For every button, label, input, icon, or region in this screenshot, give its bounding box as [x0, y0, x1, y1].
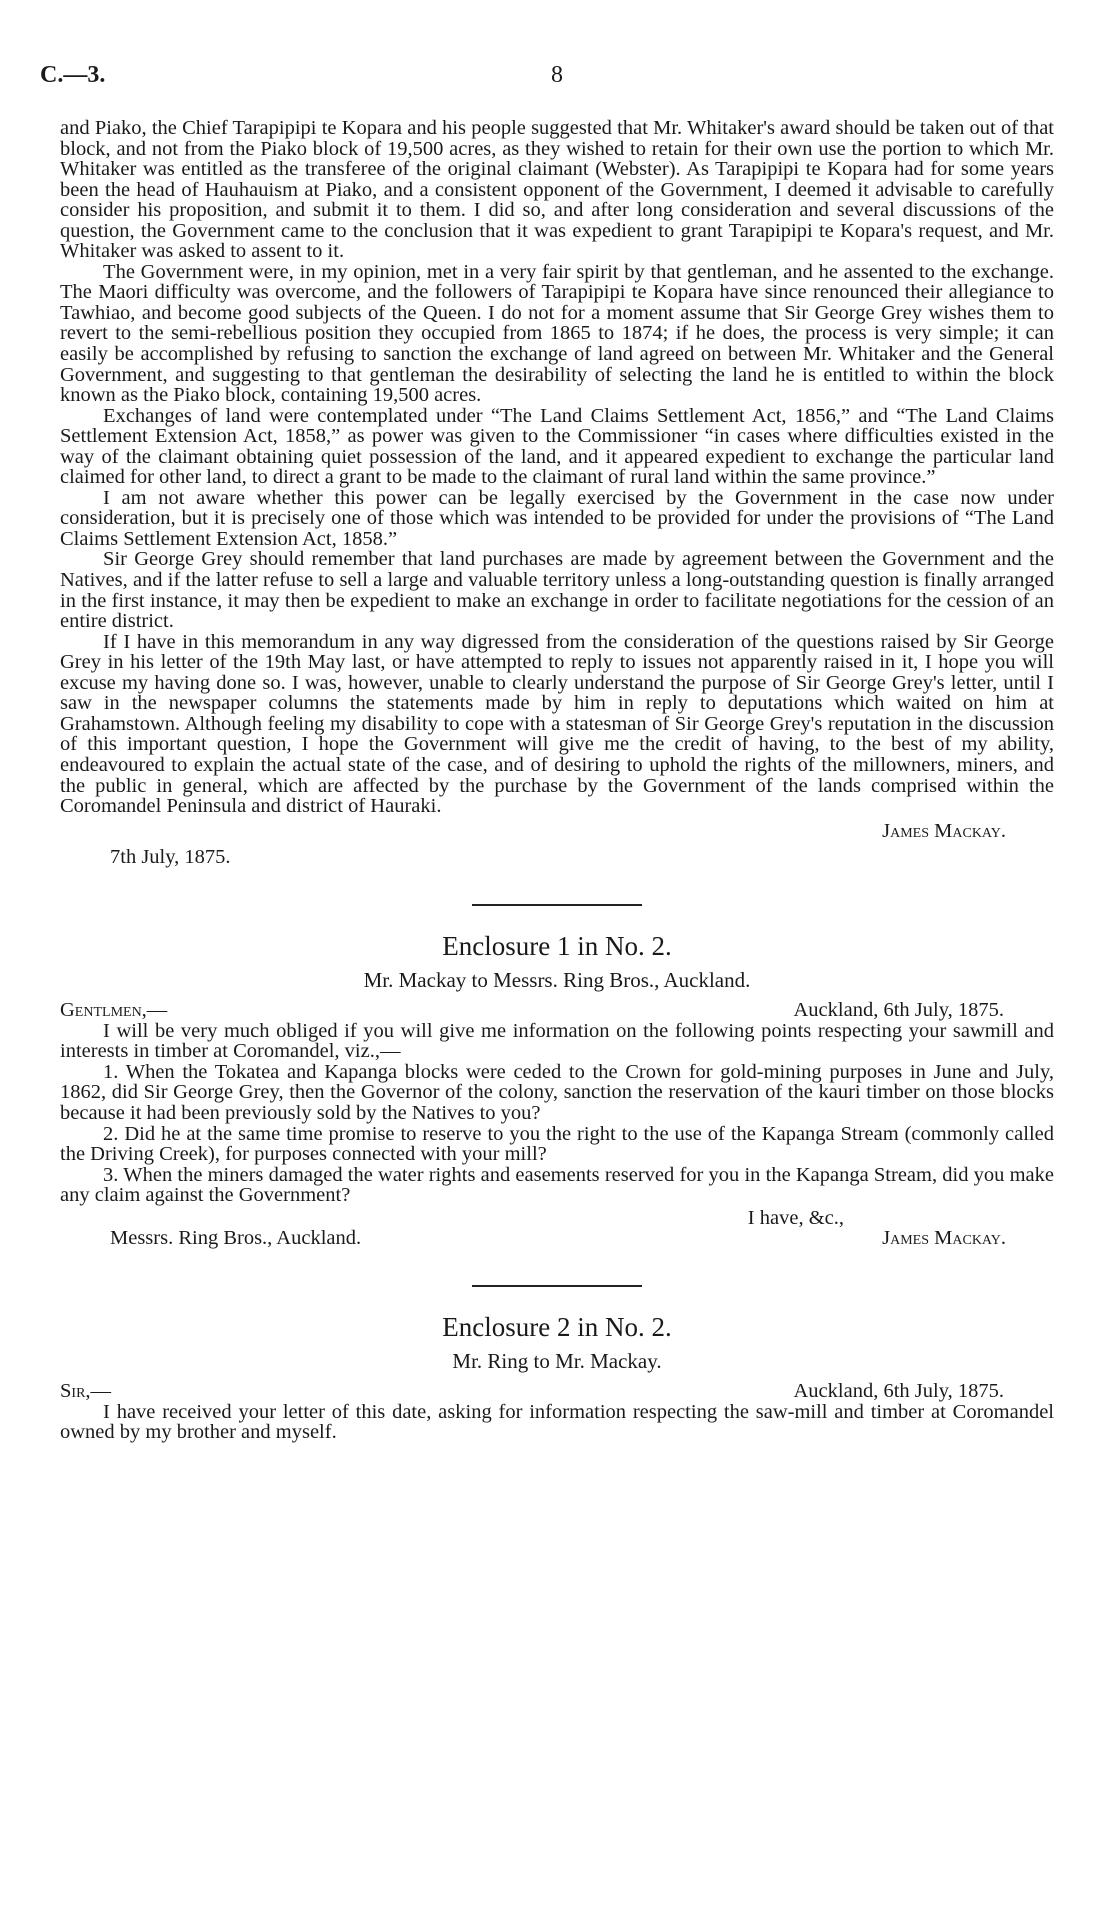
enclosure-1-footer-row	[60, 1228, 1054, 1249]
paragraph: I will be very much obliged if you will give me information on the following points respecting your sawmill and interests in timber at Coromandel, viz.,—	[60, 1019, 1054, 1063]
memo-signature: James Mackay.	[882, 819, 1006, 842]
enclosure-1-subtitle: Mr. Mackay to Messrs. Ring Bros., Auckland.	[363, 967, 751, 992]
enclosure-2-salutation: Sir,—	[60, 1380, 112, 1403]
section-divider	[472, 1285, 642, 1287]
enclosure-1-heading-row	[60, 1000, 1054, 1021]
memo-date: 7th July, 1875.	[110, 846, 231, 869]
enclosure-1-closing: I have, &c.,	[747, 1206, 844, 1229]
paragraph: 3. When the miners damaged the water rights and easements reserved for you in the Kapanga Stream, did you make any claim against the Government?	[60, 1163, 1054, 1207]
paragraph: Sir George Grey should remember that land purchases are made by agreement between the Government and the Natives, and if the latter refuse to sell a large and valuable territory unless a long-outstanding question is finally arranged in the first instance, it may then be expedient to make an exchange in order to facilitate negotiations for the cession of an entire district.	[60, 548, 1054, 633]
enclosure-1-title: Enclosure 1 in No. 2.	[442, 930, 672, 961]
document-reference: C.—3.	[40, 62, 106, 88]
paragraph: and Piako, the Chief Tarapipipi te Kopara and his people suggested that Mr. Whitaker's award should be taken out of that block, and not from the Piako block of 19,500 acres, as they wished to retain for their own use the portion to which Mr. Whitaker was entitled as the transferee of the original claimant (Webster). As Tarapipipi te Kopara had for some years been the head of Hauhauism at Piako, and a consistent opponent of the Government, I deemed it advisable to carefully consider his proposition, and submit it to them. I did so, and after long consideration and several discussions of the question, the Government came to the conclusion that it was expedient to grant Tarapipipi te Kopara's request, and Mr. Whitaker was asked to assent to it.	[60, 117, 1054, 263]
section-divider	[472, 904, 642, 906]
paragraph: I am not aware whether this power can be legally exercised by the Government in the case now under consideration, but it is precisely one of those which was intended to be provided for under the provisions of “The Land Claims Settlement Extension Act, 1858.”	[60, 486, 1054, 550]
enclosure-1-place-date: Auckland, 6th July, 1875.	[793, 999, 1004, 1022]
enclosure-2-subtitle: Mr. Ring to Mr. Mackay.	[452, 1348, 662, 1373]
page-header	[40, 62, 1074, 102]
main-text	[60, 118, 1054, 1443]
paragraph: If I have in this memorandum in any way digressed from the consideration of the questions raised by Sir George Grey in his letter of the 19th May last, or have attempted to reply to issues not apparently raised in it, I hope you will excuse my having done so. I was, however, unable to clearly understand the purpose of Sir George Grey's letter, until I saw in the newspaper columns the statements made by him in reply to deputations which waited on him at Grahamstown. Although feeling my disability to cope with a statesman of Sir George Grey's reputation in the discussion of this important question, I hope the Government will give me the credit of having, to the best of my ability, endeavoured to explain the actual state of the case, and of desiring to uphold the rights of the millowners, miners, and the public in general, which are affected by the purchase by the Government of the lands comprised within the Coromandel Peninsula and district of Hauraki.	[60, 630, 1054, 818]
page-number: 8	[551, 62, 563, 88]
enclosure-1-salutation: Gentlmen,—	[60, 999, 168, 1022]
paragraph: I have received your letter of this date, asking for information respecting the saw-mill and timber at Coromandel owned by my brother and myself.	[60, 1400, 1054, 1444]
enclosure-1-addressee: Messrs. Ring Bros., Auckland.	[110, 1227, 362, 1250]
enclosure-2-heading-row	[60, 1381, 1054, 1402]
paragraph: 2. Did he at the same time promise to reserve to you the right to the use of the Kapanga Stream (commonly called the Driving Creek), for purposes connected with your mill?	[60, 1122, 1054, 1166]
enclosure-1-signature: James Mackay.	[882, 1227, 1006, 1250]
enclosure-2-place-date: Auckland, 6th July, 1875.	[793, 1380, 1004, 1403]
enclosure-2-title: Enclosure 2 in No. 2.	[442, 1311, 672, 1342]
paragraph: Exchanges of land were contemplated under “The Land Claims Settlement Act, 1856,” and “The Land Claims Settlement Extension Act, 1858,” as power was given to the Commissioner “in cases where difficulties existed in the way of the claimant obtaining quiet possession of the land, and it appeared expedient to exchange the particular land claimed for other land, to direct a grant to be made to the claimant of rural land within the same province.”	[60, 404, 1054, 489]
paragraph: The Government were, in my opinion, met in a very fair spirit by that gentleman, and he assented to the exchange. The Maori difficulty was overcome, and the followers of Tarapipipi te Kopara have since renounced their allegiance to Tawhiao, and become good subjects of the Queen. I do not for a moment assume that Sir George Grey wishes them to revert to the semi-rebellious position they occupied from 1865 to 1874; if he does, the process is very simple; it can easily be accomplished by refusing to sanction the exchange of land agreed on between Mr. Whitaker and the General Government, and suggesting to that gentleman the desirability of selecting the land he is entitled to within the block known as the Piako block, containing 19,500 acres.	[60, 260, 1054, 407]
paragraph: 1. When the Tokatea and Kapanga blocks were ceded to the Crown for gold-mining purposes in June and July, 1862, did Sir George Grey, then the Governor of the colony, sanction the reservation of the kauri timber on those blocks because it had been previously sold by the Natives to you?	[60, 1060, 1054, 1124]
